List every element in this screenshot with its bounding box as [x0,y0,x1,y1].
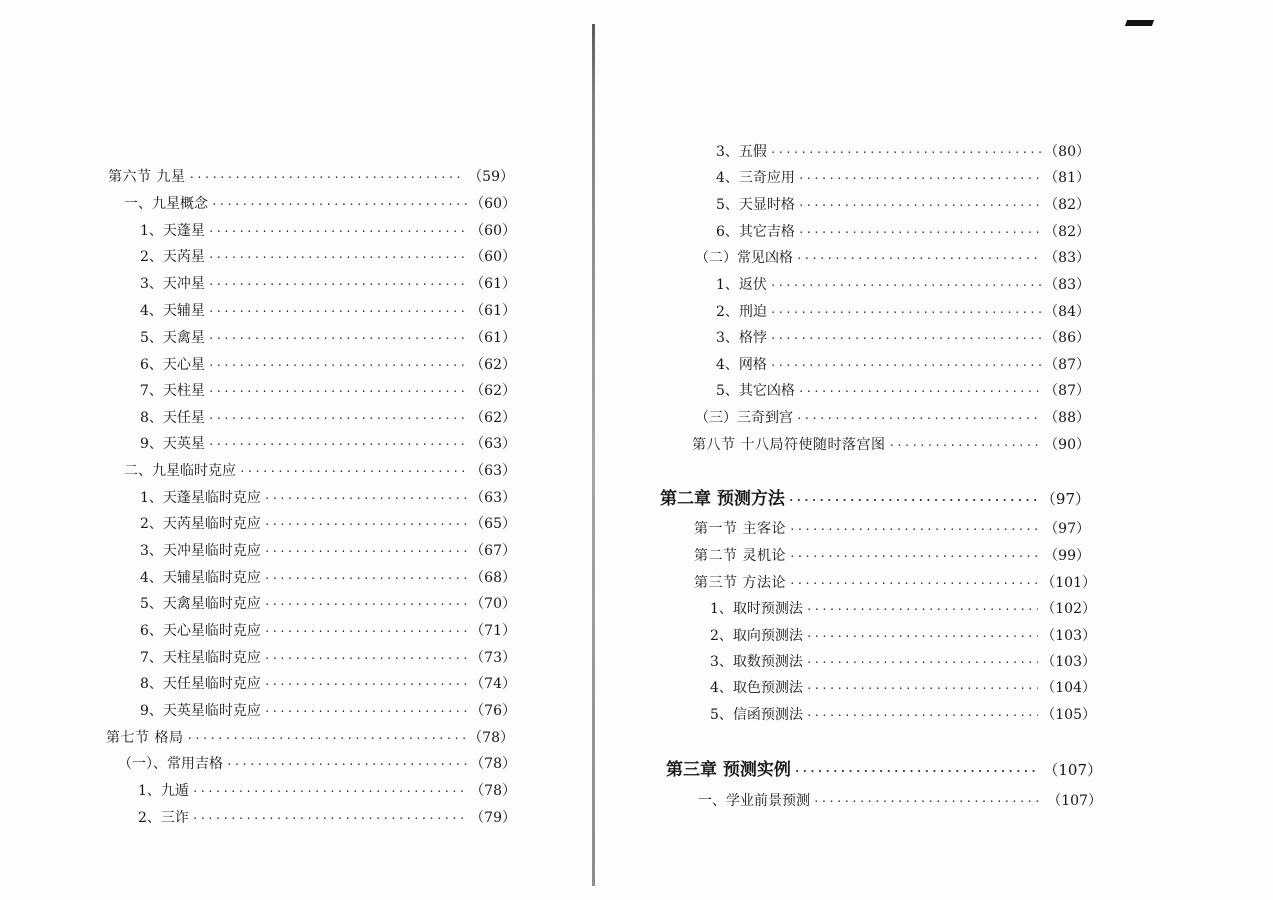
toc-entry-title: 1、天蓬星临时克应 [140,490,261,506]
dot-leader [770,356,1041,376]
toc-entry-title: 二、九星临时克应 [124,463,236,479]
toc-entry[interactable] [716,355,1090,375]
toc-entry[interactable] [140,328,516,348]
dot-leader [798,169,1041,189]
toc-entry[interactable] [140,621,516,641]
toc-entry-page: （102） [1041,601,1096,617]
toc-entry[interactable] [140,247,516,267]
dot-leader [806,706,1038,726]
toc-entry-page: （83） [1044,277,1090,293]
toc-entry-title: 2、三诈 [138,810,189,826]
toc-entry-page: （61） [470,330,516,346]
toc-entry-page: （83） [1044,250,1090,266]
toc-entry[interactable] [108,167,514,187]
toc-entry[interactable] [138,781,516,801]
toc-entry-title: 7、天柱星 [140,383,205,399]
toc-entry[interactable] [716,275,1090,295]
dot-leader [770,143,1041,163]
toc-entry[interactable] [695,248,1090,268]
toc-entry[interactable] [124,194,516,214]
toc-entry-title: 1、九遁 [138,783,189,799]
toc-entry-title: 4、天辅星 [140,303,205,319]
dot-leader [788,489,1038,513]
toc-entry-page: （62） [470,383,516,399]
dot-leader [226,755,467,775]
dot-leader [770,303,1041,323]
toc-entry-title: （二）常见凶格 [695,250,793,266]
dot-leader [208,275,467,295]
toc-entry[interactable] [716,168,1090,188]
toc-entry-page: （63） [470,436,516,452]
toc-entry-title: 2、刑迫 [716,304,767,320]
dot-leader [264,542,467,562]
dot-leader [192,782,467,802]
toc-entry[interactable] [140,541,516,561]
toc-entry-page: （76） [470,703,516,719]
toc-entry-title: （一）、常用吉格 [118,756,223,772]
dot-leader [806,627,1038,647]
toc-entry-title: 2、天芮星临时克应 [140,516,261,532]
toc-entry-title: 2、取向预测法 [710,628,803,644]
toc-entry-title: 3、天冲星 [140,276,205,292]
toc-entry-page: （82） [1044,197,1090,213]
toc-entry-title: 2、天芮星 [140,249,205,265]
dot-leader [798,223,1041,243]
toc-entry-title: 6、天心星 [140,357,205,373]
toc-entry-title: 一、九星概念 [124,196,208,212]
toc-entry-page: （61） [470,303,516,319]
toc-entry-title: 9、天英星临时克应 [140,703,261,719]
dot-leader [798,382,1041,402]
dot-leader [208,356,467,376]
toc-entry-page: （82） [1044,224,1090,240]
toc-chapter-entry[interactable] [666,758,1102,782]
dot-leader [789,520,1041,540]
toc-entry-title: 第三节 方法论 [694,575,786,591]
toc-entry-title: 5、其它凶格 [716,383,795,399]
toc-entry-title: 5、信函预测法 [710,707,803,723]
toc-entry[interactable] [140,355,516,375]
toc-entry-title: 4、天辅星临时克应 [140,570,261,586]
toc-entry-page: （105） [1041,707,1096,723]
toc-entry-page: （74） [470,676,516,692]
toc-entry-page: （70） [470,596,516,612]
dot-leader [208,382,467,402]
toc-entry-title: 5、天禽星临时克应 [140,596,261,612]
dot-leader [264,515,467,535]
toc-entry[interactable] [694,546,1090,566]
toc-entry-page: （61） [470,276,516,292]
toc-entry-page: （107） [1043,761,1102,779]
book-gutter [592,24,595,886]
dot-leader [796,409,1041,429]
dot-leader [211,195,467,215]
toc-entry[interactable] [695,408,1090,428]
toc-entry[interactable] [140,301,516,321]
toc-entry[interactable] [716,222,1090,242]
toc-entry-title: 7、天柱星临时克应 [140,650,261,666]
toc-entry[interactable] [140,594,516,614]
toc-entry-title: 第六节 九星 [108,169,186,185]
dot-leader [264,675,467,695]
toc-entry[interactable] [118,754,516,774]
toc-entry[interactable] [698,791,1102,811]
toc-entry-title: 3、取数预测法 [710,654,803,670]
dot-leader [264,489,467,509]
dot-leader [789,547,1041,567]
toc-entry[interactable] [710,626,1096,646]
toc-entry-page: （97） [1044,521,1090,537]
dot-leader [239,462,467,482]
dot-leader [186,729,465,749]
toc-entry-page: （62） [470,357,516,373]
toc-entry-title: 第二章 预测方法 [660,489,785,509]
toc-entry[interactable] [124,461,516,481]
toc-entry-title: 第二节 灵机论 [694,548,786,564]
toc-entry[interactable] [710,705,1096,725]
dot-leader [806,679,1038,699]
toc-entry-title: 4、网格 [716,357,767,373]
dot-leader [813,792,1044,812]
toc-entry[interactable] [694,573,1096,593]
toc-entry[interactable] [140,488,516,508]
toc-entry-page: （60） [470,249,516,265]
toc-entry-page: （88） [1044,410,1090,426]
toc-entry-page: （63） [470,490,516,506]
toc-entry[interactable] [140,221,516,241]
toc-entry[interactable] [710,599,1096,619]
toc-entry-title: 第三章 预测实例 [666,760,791,780]
toc-entry[interactable] [106,728,514,748]
toc-entry[interactable] [140,568,516,588]
dot-leader [888,436,1041,456]
toc-entry-page: （78） [470,783,516,799]
toc-entry-page: （79） [470,810,516,826]
toc-entry[interactable] [692,435,1090,455]
left-page [0,0,590,900]
toc-entry[interactable] [716,328,1090,348]
dot-leader [192,809,467,829]
toc-entry[interactable] [140,674,516,694]
dot-leader [806,600,1038,620]
toc-entry-title: 第七节 格局 [106,730,184,746]
toc-entry-title: 5、天禽星 [140,330,205,346]
toc-entry-title: 第一节 主客论 [694,521,786,537]
toc-entry-page: （103） [1041,654,1096,670]
dot-leader [806,653,1038,673]
toc-entry-page: （73） [470,650,516,666]
toc-entry[interactable] [140,381,516,401]
toc-entry-page: （99） [1044,548,1090,564]
dot-leader [208,248,467,268]
dot-leader [770,276,1041,296]
toc-entry-page: （78） [468,730,514,746]
toc-entry-title: 9、天英星 [140,436,205,452]
toc-entry-title: 第八节 十八局符使随时落宫图 [692,437,886,453]
toc-entry-page: （107） [1047,793,1102,809]
toc-entry-title: 8、天任星临时克应 [140,676,261,692]
toc-entry[interactable] [140,434,516,454]
toc-entry-title: 4、取色预测法 [710,680,803,696]
dot-leader [794,760,1040,784]
toc-entry-page: （59） [468,169,514,185]
toc-entry-page: （68） [470,570,516,586]
toc-entry-page: （97） [1040,490,1090,508]
toc-entry-page: （104） [1041,680,1096,696]
toc-entry[interactable] [716,302,1090,322]
dot-leader [208,302,467,322]
dot-leader [208,222,467,242]
toc-entry[interactable] [710,652,1096,672]
toc-entry-page: （78） [470,756,516,772]
toc-entry-page: （60） [470,196,516,212]
dot-leader [264,649,467,669]
dot-leader [208,329,467,349]
toc-entry-title: 3、天冲星临时克应 [140,543,261,559]
toc-entry[interactable] [716,195,1090,215]
toc-entry-page: （87） [1044,357,1090,373]
dot-leader [188,168,465,188]
dot-leader [770,329,1041,349]
toc-entry[interactable] [710,678,1096,698]
toc-entry-page: （101） [1041,575,1096,591]
toc-entry-page: （80） [1044,144,1090,160]
dot-leader [264,702,467,722]
toc-entry[interactable] [140,274,516,294]
toc-entry-page: （67） [470,543,516,559]
toc-entry-page: （86） [1044,330,1090,346]
toc-entry-title: 6、天心星临时克应 [140,623,261,639]
toc-entry[interactable] [138,808,516,828]
toc-entry-page: （84） [1044,304,1090,320]
dot-leader [796,249,1041,269]
toc-entry-page: （90） [1044,437,1090,453]
toc-entry-title: 8、天任星 [140,410,205,426]
toc-entry[interactable] [140,701,516,721]
toc-entry[interactable] [716,142,1090,162]
toc-entry-page: （65） [470,516,516,532]
toc-entry-title: 3、格悖 [716,330,767,346]
toc-entry[interactable] [140,514,516,534]
toc-entry-title: 4、三奇应用 [716,170,795,186]
dot-leader [264,622,467,642]
toc-entry-title: （三）三奇到宫 [695,410,793,426]
toc-entry-page: （60） [470,223,516,239]
toc-entry-page: （103） [1041,628,1096,644]
toc-entry-title: 1、天蓬星 [140,223,205,239]
toc-entry-title: 1、取时预测法 [710,601,803,617]
toc-entry-title: 一、学业前景预测 [698,793,810,809]
toc-entry-page: （63） [470,463,516,479]
dot-leader [798,196,1041,216]
toc-entry-page: （71） [470,623,516,639]
right-page [598,0,1273,900]
dot-leader [208,409,467,429]
toc-entry[interactable] [140,408,516,428]
toc-chapter-entry[interactable] [660,487,1090,511]
dot-leader [208,435,467,455]
toc-entry-page: （87） [1044,383,1090,399]
toc-entry-page: （81） [1044,170,1090,186]
toc-entry-title: 3、五假 [716,144,767,160]
toc-entry-page: （62） [470,410,516,426]
dot-leader [789,574,1038,594]
toc-entry-title: 1、返伏 [716,277,767,293]
toc-entry[interactable] [694,519,1090,539]
dot-leader [264,569,467,589]
toc-entry[interactable] [716,381,1090,401]
toc-entry-title: 5、天显时格 [716,197,795,213]
dot-leader [264,595,467,615]
toc-entry-title: 6、其它吉格 [716,224,795,240]
toc-entry[interactable] [140,648,516,668]
